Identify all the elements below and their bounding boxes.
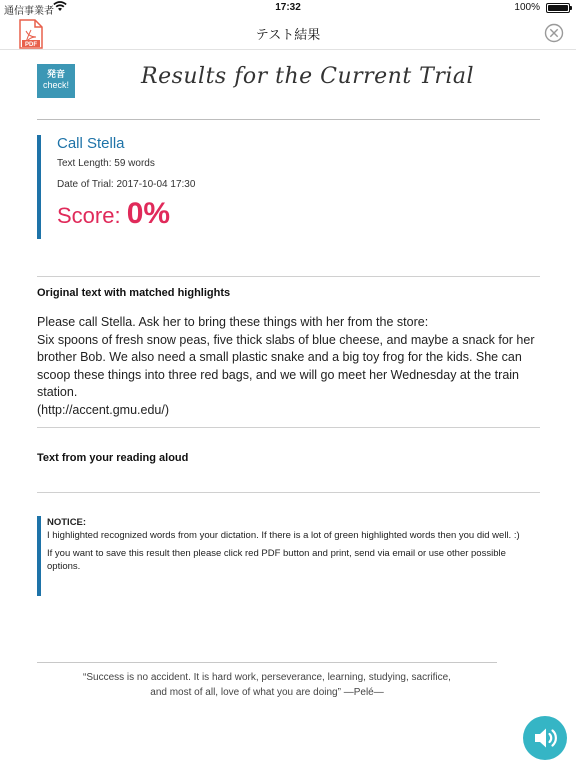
battery-icon <box>546 3 570 13</box>
reading-heading: Text from your reading aloud <box>37 452 189 464</box>
play-audio-button[interactable] <box>523 716 567 760</box>
logo-line1: 発音 <box>46 69 65 79</box>
trial-card <box>37 135 417 239</box>
trial-date: Date of Trial: 2017-10-04 17:30 <box>57 179 196 190</box>
original-text <box>37 314 540 419</box>
divider <box>37 427 540 428</box>
battery-percent: 100% <box>514 2 540 13</box>
notice-text: If you want to save this result then please click red PDF button and print, send via email or use other possible options. <box>47 548 506 572</box>
original-line: (http://accent.gmu.edu/) <box>37 402 170 417</box>
footer-quote <box>37 670 497 700</box>
notice-text: I highlighted recognized words from your dictation. If there is a lot of green highlighted words then you did well. :) <box>47 530 520 541</box>
score-value: 0% <box>126 197 171 230</box>
score <box>57 197 170 231</box>
app-logo <box>37 64 75 98</box>
original-line: Please call Stella. Ask her to bring these things with her from the store: <box>37 315 429 329</box>
carrier-label: 通信事業者 <box>4 6 54 17</box>
results-header <box>37 58 540 120</box>
notice-heading: NOTICE: <box>47 517 87 528</box>
quote-line: “Success is no accident. It is hard work, perseverance, learning, studying, sacrifice, <box>83 672 451 683</box>
speaker-icon <box>523 716 567 760</box>
original-line: Six spoons of fresh snow peas, five thick slabs of blue cheese, and maybe a snack for her brother Bob. We also need a small plastic snake and a big toy frog for the kids. She can scoop these things into three red bags, and we will go meet her Wednesday at the train station. <box>37 332 535 399</box>
close-icon[interactable] <box>544 23 564 43</box>
trial-title: Call Stella <box>57 135 125 152</box>
results-title: Results for the Current Trial <box>141 64 475 89</box>
nav-bar <box>0 16 576 50</box>
original-text-heading: Original text with matched highlights <box>37 287 231 299</box>
notice-box <box>37 516 540 596</box>
status-bar <box>0 0 576 16</box>
pdf-label: PDF <box>25 42 37 48</box>
quote-line: and most of all, love of what you are doing” —Pelé— <box>150 687 384 698</box>
status-time: 17:32 <box>275 2 301 13</box>
divider <box>37 276 540 277</box>
page-title: テスト結果 <box>255 27 321 42</box>
text-length: Text Length: 59 words <box>57 158 155 169</box>
divider <box>37 492 540 493</box>
score-label: Score: <box>57 203 127 228</box>
logo-line2: check! <box>42 80 69 90</box>
footer-divider <box>37 662 497 663</box>
